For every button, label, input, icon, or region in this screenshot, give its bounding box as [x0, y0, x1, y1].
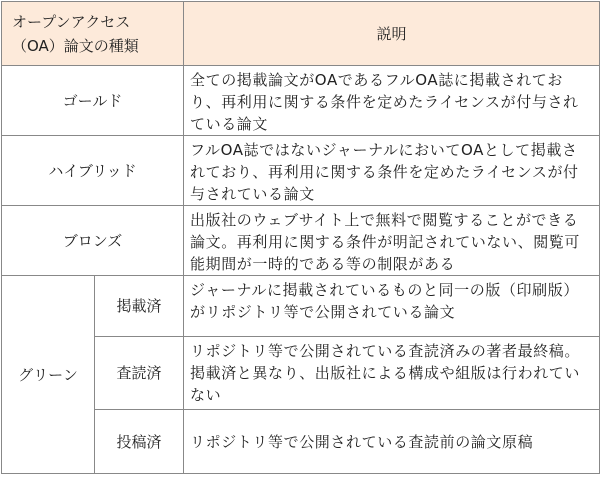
oa-types-table [1, 1, 600, 474]
table-header-row [2, 2, 600, 66]
header-type-line2: （OA）論文の種類 [12, 36, 139, 55]
hybrid-description: フルOA誌ではないジャーナルにおいてOAとして掲載されており、再利用に関する条件を定めたライセンスが付与されている論文 [184, 136, 600, 206]
gold-label: ゴールド [2, 66, 184, 136]
green-published-description: ジャーナルに掲載されているものと同一の版（印刷版）がリポジトリ等で公開されている論文 [184, 276, 600, 337]
green-label: グリーン [2, 276, 95, 474]
table-row [2, 276, 600, 337]
hybrid-label: ハイブリッド [2, 136, 184, 206]
green-reviewed-label: 査読済 [95, 337, 184, 410]
header-description-cell: 説明 [184, 2, 600, 66]
green-reviewed-description: リポジトリ等で公開されている査読済みの著者最終稿。掲載済と異なり、出版社による構成や組版は行われていない [184, 337, 600, 410]
table-row [2, 136, 600, 206]
header-type-cell [2, 2, 184, 66]
table-row [2, 66, 600, 136]
header-type-line1: オープンアクセス [12, 12, 131, 31]
green-published-label: 掲載済 [95, 276, 184, 337]
table-row [2, 206, 600, 276]
bronze-label: ブロンズ [2, 206, 184, 276]
gold-description: 全ての掲載論文がOAであるフルOA誌に掲載されており、再利用に関する条件を定めたライセンスが付与されている論文 [184, 66, 600, 136]
bronze-description: 出版社のウェブサイト上で無料で閲覧することができる論文。再利用に関する条件が明記されていない、閲覧可能期間が一時的である等の制限がある [184, 206, 600, 276]
green-submitted-description: リポジトリ等で公開されている査読前の論文原稿 [184, 410, 600, 474]
green-submitted-label: 投稿済 [95, 410, 184, 474]
